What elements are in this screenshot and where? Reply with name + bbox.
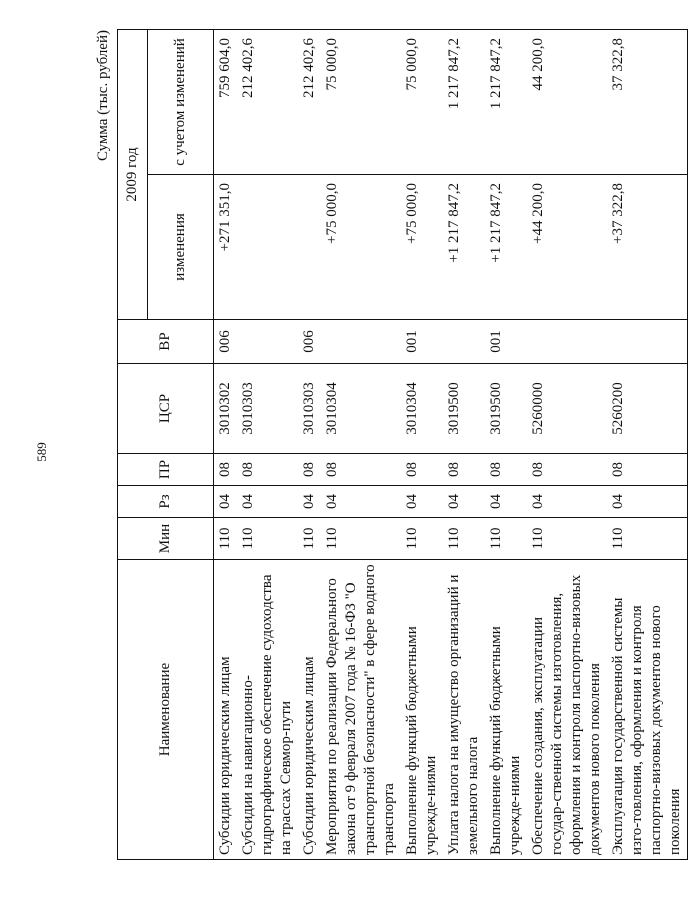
header-rz: Рз (118, 486, 214, 518)
cell-rz: 04 (298, 486, 321, 518)
cell-change: +44 200,0 (527, 175, 607, 320)
cell-name: Уплата налога на имущество организаций и земельного налога (443, 560, 485, 860)
header-csr: ЦСР (118, 364, 214, 454)
cell-csr: 3010303 (237, 364, 298, 454)
header-vr: ВР (118, 320, 214, 364)
cell-vr: 001 (401, 320, 443, 364)
cell-rz: 04 (443, 486, 485, 518)
cell-total: 1 217 847,2 (443, 29, 485, 174)
table-body (214, 29, 688, 859)
cell-min: 110 (443, 518, 485, 560)
cell-rz: 04 (485, 486, 527, 518)
header-name: Наименование (118, 560, 214, 860)
cell-vr (321, 320, 401, 364)
cell-change: +75 000,0 (401, 175, 443, 320)
table-row (443, 29, 485, 859)
table-row (298, 29, 321, 859)
cell-change: +1 217 847,2 (443, 175, 485, 320)
cell-total: 212 402,6 (237, 29, 298, 174)
cell-change: +37 322,8 (607, 175, 688, 320)
cell-pr: 08 (443, 454, 485, 486)
cell-csr: 3019500 (485, 364, 527, 454)
cell-rz: 04 (401, 486, 443, 518)
cell-min: 110 (298, 518, 321, 560)
cell-min: 110 (527, 518, 607, 560)
page-number: 589 (34, 442, 49, 462)
cell-pr: 08 (607, 454, 688, 486)
header-pr: ПР (118, 454, 214, 486)
cell-min: 110 (214, 518, 238, 560)
cell-name: Субсидии юридическим лицам (214, 560, 238, 860)
budget-table (117, 29, 688, 860)
cell-csr: 5260200 (607, 364, 688, 454)
cell-change (237, 175, 298, 320)
cell-rz: 04 (607, 486, 688, 518)
cell-rz: 04 (214, 486, 238, 518)
cell-csr: 5260000 (527, 364, 607, 454)
cell-csr: 3010304 (321, 364, 401, 454)
cell-vr (607, 320, 688, 364)
cell-min: 110 (401, 518, 443, 560)
unit-label: Сумма (тыс. рублей) (95, 30, 111, 162)
cell-csr: 3010304 (401, 364, 443, 454)
cell-pr: 08 (527, 454, 607, 486)
cell-min: 110 (321, 518, 401, 560)
cell-pr: 08 (485, 454, 527, 486)
cell-vr: 001 (485, 320, 527, 364)
cell-pr: 08 (298, 454, 321, 486)
cell-pr: 08 (401, 454, 443, 486)
cell-name: Выполнение функций бюджетными учрежде-ниями (401, 560, 443, 860)
header-with-changes: с учетом изменений (148, 29, 214, 174)
cell-change: +271 351,0 (214, 175, 238, 320)
cell-name: Мероприятия по реализации Федерального закона от 9 февраля 2007 года № 16-ФЗ "О транспортной безопасности" в сфере водного транспорта (321, 560, 401, 860)
cell-csr: 3019500 (443, 364, 485, 454)
table-row (401, 29, 443, 859)
cell-rz: 04 (237, 486, 298, 518)
header-min: Мин (118, 518, 214, 560)
table-row (237, 29, 298, 859)
table-row (321, 29, 401, 859)
cell-total: 212 402,6 (298, 29, 321, 174)
cell-name: Субсидии юридическим лицам (298, 560, 321, 860)
cell-name: Эксплуатация государственной системы изго-товления, оформления и контроля паспортно-визовых документов нового поколения (607, 560, 688, 860)
cell-change (298, 175, 321, 320)
header-year: 2009 год (118, 29, 148, 319)
cell-change: +75 000,0 (321, 175, 401, 320)
cell-name: Выполнение функций бюджетными учрежде-ниями (485, 560, 527, 860)
cell-vr (237, 320, 298, 364)
cell-min: 110 (607, 518, 688, 560)
cell-vr (527, 320, 607, 364)
table-header (118, 29, 214, 859)
cell-total: 75 000,0 (401, 29, 443, 174)
cell-rz: 04 (527, 486, 607, 518)
table-row (527, 29, 607, 859)
header-changes: изменения (148, 175, 214, 320)
table-row (214, 29, 238, 859)
cell-pr: 08 (321, 454, 401, 486)
cell-min: 110 (485, 518, 527, 560)
cell-change: +1 217 847,2 (485, 175, 527, 320)
cell-name: Обеспечение создания, эксплуатации государ-ственной системы изготовления, оформления и контроля паспортно-визовых документов нового поколения (527, 560, 607, 860)
cell-pr: 08 (214, 454, 238, 486)
cell-csr: 3010302 (214, 364, 238, 454)
cell-rz: 04 (321, 486, 401, 518)
cell-total: 759 604,0 (214, 29, 238, 174)
cell-vr (443, 320, 485, 364)
cell-vr: 006 (298, 320, 321, 364)
rotated-page-content (95, 30, 683, 860)
cell-total: 37 322,8 (607, 29, 688, 174)
cell-csr: 3010303 (298, 364, 321, 454)
table-row (485, 29, 527, 859)
table-row (607, 29, 688, 859)
cell-vr: 006 (214, 320, 238, 364)
cell-total: 44 200,0 (527, 29, 607, 174)
cell-pr: 08 (237, 454, 298, 486)
cell-name: Субсидии на навигационно-гидрографическое обеспечение судоходства на трассах Севмор-пути (237, 560, 298, 860)
cell-total: 75 000,0 (321, 29, 401, 174)
cell-total: 1 217 847,2 (485, 29, 527, 174)
cell-min: 110 (237, 518, 298, 560)
